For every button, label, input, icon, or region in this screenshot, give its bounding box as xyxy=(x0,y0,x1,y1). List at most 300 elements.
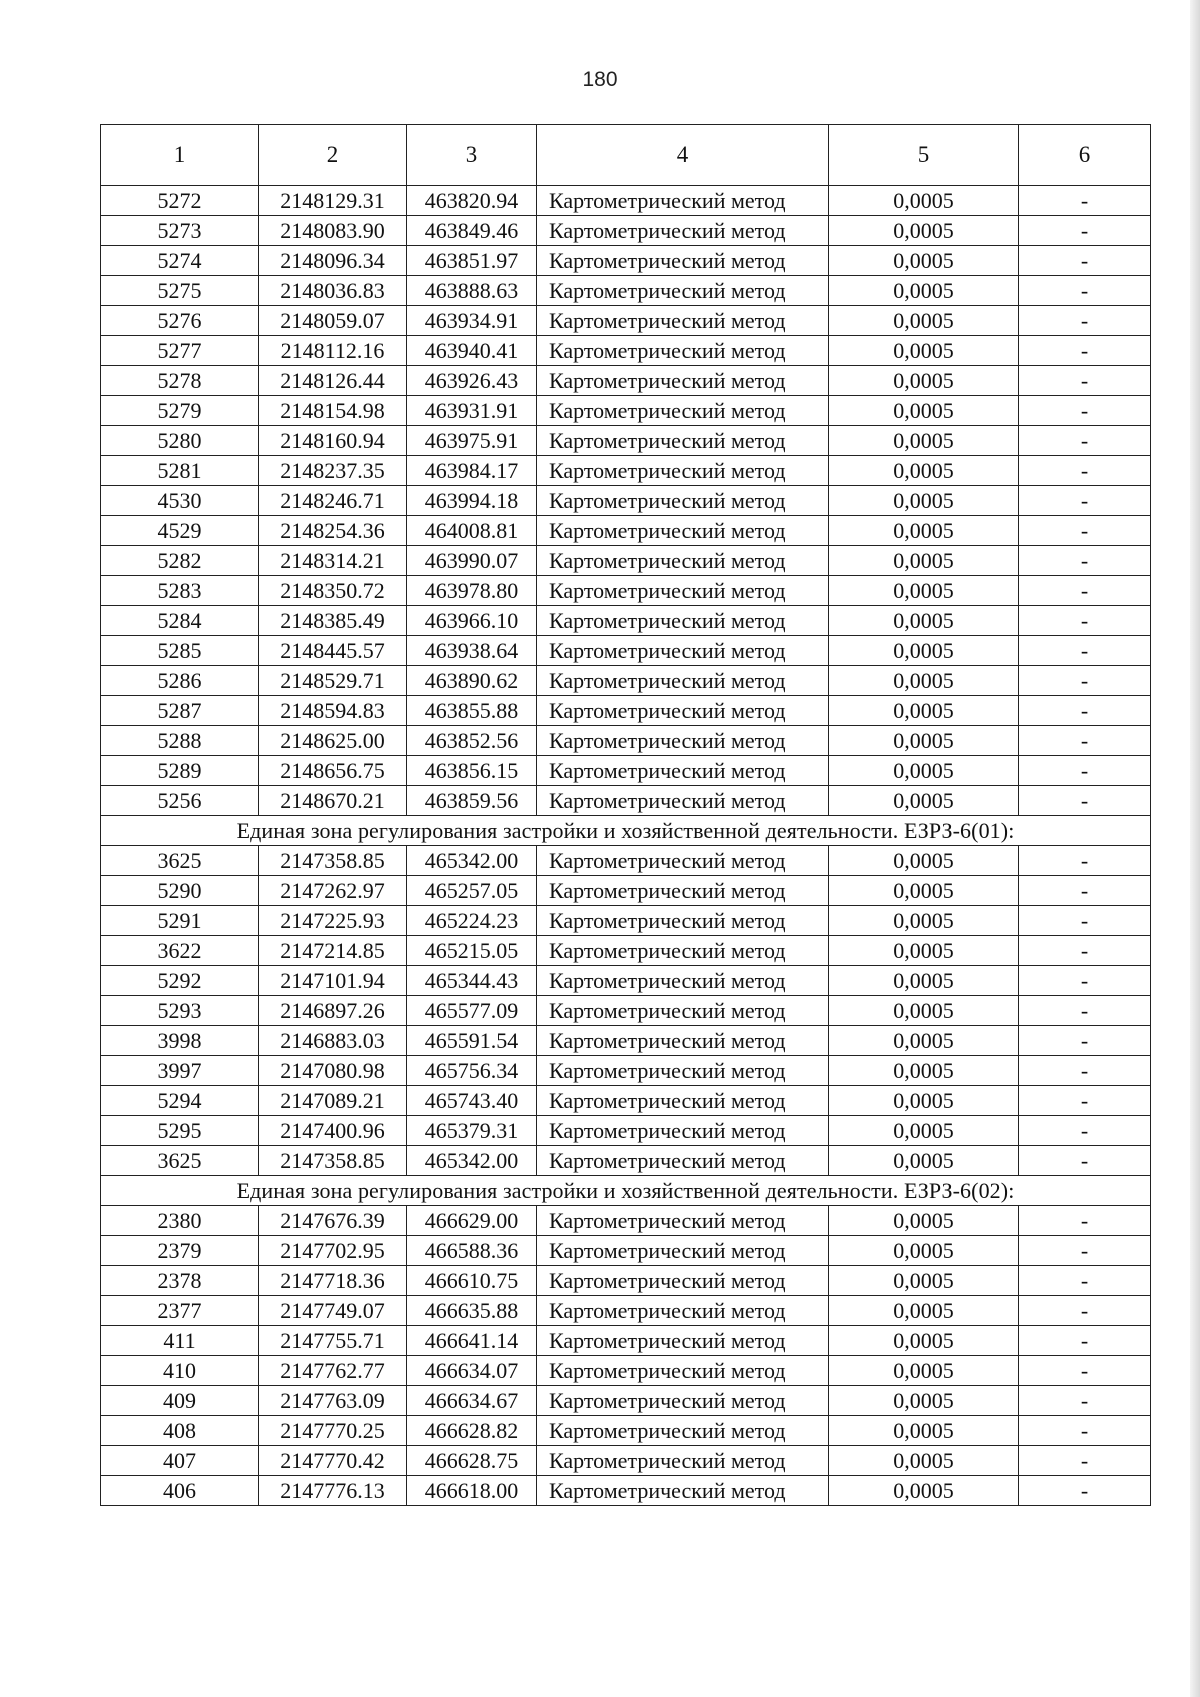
note-cell: - xyxy=(1019,456,1151,486)
note-cell: - xyxy=(1019,516,1151,546)
coord-y-cell: 465344.43 xyxy=(407,966,537,996)
coord-y-cell: 466628.75 xyxy=(407,1446,537,1476)
header-col-6: 6 xyxy=(1019,125,1151,186)
point-number-cell: 5285 xyxy=(101,636,259,666)
table-row xyxy=(101,1416,1151,1446)
table-row xyxy=(101,576,1151,606)
method-cell: Картометрический метод xyxy=(537,966,829,996)
section-title: Единая зона регулирования застройки и хозяйственной деятельности. ЕЗРЗ-6(02): xyxy=(101,1176,1151,1206)
header-col-3: 3 xyxy=(407,125,537,186)
method-cell: Картометрический метод xyxy=(537,1086,829,1116)
coord-y-cell: 463820.94 xyxy=(407,186,537,216)
accuracy-cell: 0,0005 xyxy=(829,486,1019,516)
coord-y-cell: 463859.56 xyxy=(407,786,537,816)
accuracy-cell: 0,0005 xyxy=(829,426,1019,456)
note-cell: - xyxy=(1019,966,1151,996)
accuracy-cell: 0,0005 xyxy=(829,696,1019,726)
coord-x-cell: 2148096.34 xyxy=(259,246,407,276)
method-cell: Картометрический метод xyxy=(537,1056,829,1086)
coord-x-cell: 2147080.98 xyxy=(259,1056,407,1086)
method-cell: Картометрический метод xyxy=(537,396,829,426)
note-cell: - xyxy=(1019,1236,1151,1266)
point-number-cell: 408 xyxy=(101,1416,259,1446)
accuracy-cell: 0,0005 xyxy=(829,546,1019,576)
accuracy-cell: 0,0005 xyxy=(829,606,1019,636)
point-number-cell: 2378 xyxy=(101,1266,259,1296)
accuracy-cell: 0,0005 xyxy=(829,246,1019,276)
header-col-5: 5 xyxy=(829,125,1019,186)
point-number-cell: 5291 xyxy=(101,906,259,936)
accuracy-cell: 0,0005 xyxy=(829,936,1019,966)
table-row xyxy=(101,486,1151,516)
accuracy-cell: 0,0005 xyxy=(829,1086,1019,1116)
table-row xyxy=(101,696,1151,726)
method-cell: Картометрический метод xyxy=(537,636,829,666)
accuracy-cell: 0,0005 xyxy=(829,966,1019,996)
point-number-cell: 5294 xyxy=(101,1086,259,1116)
coord-x-cell: 2146883.03 xyxy=(259,1026,407,1056)
coord-y-cell: 463994.18 xyxy=(407,486,537,516)
note-cell: - xyxy=(1019,1386,1151,1416)
coord-x-cell: 2146897.26 xyxy=(259,996,407,1026)
accuracy-cell: 0,0005 xyxy=(829,456,1019,486)
coord-x-cell: 2148126.44 xyxy=(259,366,407,396)
coord-y-cell: 464008.81 xyxy=(407,516,537,546)
table-row xyxy=(101,1236,1151,1266)
coord-y-cell: 466618.00 xyxy=(407,1476,537,1506)
table-row xyxy=(101,1326,1151,1356)
method-cell: Картометрический метод xyxy=(537,276,829,306)
table-row xyxy=(101,1146,1151,1176)
table-row xyxy=(101,1296,1151,1326)
method-cell: Картометрический метод xyxy=(537,1416,829,1446)
accuracy-cell: 0,0005 xyxy=(829,756,1019,786)
accuracy-cell: 0,0005 xyxy=(829,396,1019,426)
table-row xyxy=(101,396,1151,426)
point-number-cell: 2377 xyxy=(101,1296,259,1326)
coord-x-cell: 2148625.00 xyxy=(259,726,407,756)
accuracy-cell: 0,0005 xyxy=(829,1476,1019,1506)
coord-y-cell: 465577.09 xyxy=(407,996,537,1026)
coord-y-cell: 463940.41 xyxy=(407,336,537,366)
note-cell: - xyxy=(1019,306,1151,336)
table-row xyxy=(101,1086,1151,1116)
table-row xyxy=(101,906,1151,936)
table-row xyxy=(101,1386,1151,1416)
accuracy-cell: 0,0005 xyxy=(829,1026,1019,1056)
point-number-cell: 5281 xyxy=(101,456,259,486)
point-number-cell: 5288 xyxy=(101,726,259,756)
note-cell: - xyxy=(1019,246,1151,276)
point-number-cell: 5277 xyxy=(101,336,259,366)
note-cell: - xyxy=(1019,636,1151,666)
note-cell: - xyxy=(1019,1026,1151,1056)
point-number-cell: 5282 xyxy=(101,546,259,576)
note-cell: - xyxy=(1019,876,1151,906)
coord-x-cell: 2147676.39 xyxy=(259,1206,407,1236)
coord-y-cell: 463978.80 xyxy=(407,576,537,606)
coord-y-cell: 465215.05 xyxy=(407,936,537,966)
note-cell: - xyxy=(1019,486,1151,516)
coord-y-cell: 465224.23 xyxy=(407,906,537,936)
table-row xyxy=(101,1476,1151,1506)
coord-y-cell: 463975.91 xyxy=(407,426,537,456)
coord-y-cell: 465743.40 xyxy=(407,1086,537,1116)
table-row xyxy=(101,306,1151,336)
coord-x-cell: 2147214.85 xyxy=(259,936,407,966)
coord-x-cell: 2148314.21 xyxy=(259,546,407,576)
point-number-cell: 3998 xyxy=(101,1026,259,1056)
coord-x-cell: 2147755.71 xyxy=(259,1326,407,1356)
accuracy-cell: 0,0005 xyxy=(829,876,1019,906)
point-number-cell: 409 xyxy=(101,1386,259,1416)
coord-y-cell: 463984.17 xyxy=(407,456,537,486)
table-row xyxy=(101,1116,1151,1146)
coord-x-cell: 2148129.31 xyxy=(259,186,407,216)
point-number-cell: 5279 xyxy=(101,396,259,426)
method-cell: Картометрический метод xyxy=(537,846,829,876)
section-title: Единая зона регулирования застройки и хозяйственной деятельности. ЕЗРЗ-6(01): xyxy=(101,816,1151,846)
accuracy-cell: 0,0005 xyxy=(829,726,1019,756)
coord-x-cell: 2148385.49 xyxy=(259,606,407,636)
coord-x-cell: 2148237.35 xyxy=(259,456,407,486)
note-cell: - xyxy=(1019,1296,1151,1326)
coord-y-cell: 463966.10 xyxy=(407,606,537,636)
coord-x-cell: 2148656.75 xyxy=(259,756,407,786)
scan-edge-strip xyxy=(1190,0,1200,1697)
note-cell: - xyxy=(1019,996,1151,1026)
point-number-cell: 5275 xyxy=(101,276,259,306)
point-number-cell: 5295 xyxy=(101,1116,259,1146)
table-row xyxy=(101,1206,1151,1236)
method-cell: Картометрический метод xyxy=(537,996,829,1026)
point-number-cell: 5274 xyxy=(101,246,259,276)
accuracy-cell: 0,0005 xyxy=(829,996,1019,1026)
point-number-cell: 5293 xyxy=(101,996,259,1026)
point-number-cell: 5290 xyxy=(101,876,259,906)
note-cell: - xyxy=(1019,336,1151,366)
method-cell: Картометрический метод xyxy=(537,1026,829,1056)
point-number-cell: 3625 xyxy=(101,1146,259,1176)
accuracy-cell: 0,0005 xyxy=(829,516,1019,546)
point-number-cell: 406 xyxy=(101,1476,259,1506)
table-row xyxy=(101,606,1151,636)
accuracy-cell: 0,0005 xyxy=(829,1266,1019,1296)
accuracy-cell: 0,0005 xyxy=(829,276,1019,306)
table-row xyxy=(101,786,1151,816)
note-cell: - xyxy=(1019,786,1151,816)
table-row xyxy=(101,996,1151,1026)
point-number-cell: 5278 xyxy=(101,366,259,396)
coord-x-cell: 2147225.93 xyxy=(259,906,407,936)
coord-y-cell: 463931.91 xyxy=(407,396,537,426)
section-title-row xyxy=(101,816,1151,846)
table-row xyxy=(101,456,1151,486)
note-cell: - xyxy=(1019,1446,1151,1476)
coord-x-cell: 2147762.77 xyxy=(259,1356,407,1386)
page-number: 180 xyxy=(582,68,618,91)
point-number-cell: 2379 xyxy=(101,1236,259,1266)
coord-y-cell: 463888.63 xyxy=(407,276,537,306)
point-number-cell: 5273 xyxy=(101,216,259,246)
note-cell: - xyxy=(1019,396,1151,426)
note-cell: - xyxy=(1019,606,1151,636)
accuracy-cell: 0,0005 xyxy=(829,366,1019,396)
note-cell: - xyxy=(1019,906,1151,936)
table-row xyxy=(101,636,1151,666)
section-title-row xyxy=(101,1176,1151,1206)
method-cell: Картометрический метод xyxy=(537,1296,829,1326)
note-cell: - xyxy=(1019,1416,1151,1446)
note-cell: - xyxy=(1019,546,1151,576)
note-cell: - xyxy=(1019,726,1151,756)
table-row xyxy=(101,936,1151,966)
method-cell: Картометрический метод xyxy=(537,696,829,726)
table-row xyxy=(101,246,1151,276)
method-cell: Картометрический метод xyxy=(537,1146,829,1176)
method-cell: Картометрический метод xyxy=(537,336,829,366)
coord-y-cell: 466588.36 xyxy=(407,1236,537,1266)
coord-y-cell: 465342.00 xyxy=(407,846,537,876)
accuracy-cell: 0,0005 xyxy=(829,1146,1019,1176)
note-cell: - xyxy=(1019,666,1151,696)
coord-x-cell: 2148254.36 xyxy=(259,516,407,546)
note-cell: - xyxy=(1019,576,1151,606)
note-cell: - xyxy=(1019,696,1151,726)
point-number-cell: 3622 xyxy=(101,936,259,966)
note-cell: - xyxy=(1019,756,1151,786)
coordinates-table xyxy=(100,124,1151,1506)
accuracy-cell: 0,0005 xyxy=(829,1446,1019,1476)
table-row xyxy=(101,846,1151,876)
accuracy-cell: 0,0005 xyxy=(829,306,1019,336)
table-row xyxy=(101,546,1151,576)
coord-y-cell: 463926.43 xyxy=(407,366,537,396)
coord-y-cell: 466634.67 xyxy=(407,1386,537,1416)
point-number-cell: 407 xyxy=(101,1446,259,1476)
note-cell: - xyxy=(1019,846,1151,876)
table-row xyxy=(101,336,1151,366)
coord-y-cell: 465756.34 xyxy=(407,1056,537,1086)
coord-y-cell: 463851.97 xyxy=(407,246,537,276)
point-number-cell: 5280 xyxy=(101,426,259,456)
header-col-1: 1 xyxy=(101,125,259,186)
coord-y-cell: 466610.75 xyxy=(407,1266,537,1296)
table-row xyxy=(101,1056,1151,1086)
method-cell: Картометрический метод xyxy=(537,906,829,936)
table-row xyxy=(101,876,1151,906)
point-number-cell: 5276 xyxy=(101,306,259,336)
accuracy-cell: 0,0005 xyxy=(829,1326,1019,1356)
coord-x-cell: 2147089.21 xyxy=(259,1086,407,1116)
coord-y-cell: 463934.91 xyxy=(407,306,537,336)
note-cell: - xyxy=(1019,1356,1151,1386)
note-cell: - xyxy=(1019,1086,1151,1116)
coord-y-cell: 463890.62 xyxy=(407,666,537,696)
coord-x-cell: 2148036.83 xyxy=(259,276,407,306)
table-row xyxy=(101,276,1151,306)
table-header xyxy=(101,125,1151,186)
method-cell: Картометрический метод xyxy=(537,366,829,396)
method-cell: Картометрический метод xyxy=(537,1356,829,1386)
coord-y-cell: 465342.00 xyxy=(407,1146,537,1176)
accuracy-cell: 0,0005 xyxy=(829,1386,1019,1416)
method-cell: Картометрический метод xyxy=(537,576,829,606)
method-cell: Картометрический метод xyxy=(537,606,829,636)
coord-y-cell: 465379.31 xyxy=(407,1116,537,1146)
table-row xyxy=(101,186,1151,216)
coord-y-cell: 466628.82 xyxy=(407,1416,537,1446)
point-number-cell: 5272 xyxy=(101,186,259,216)
point-number-cell: 3625 xyxy=(101,846,259,876)
coord-x-cell: 2148594.83 xyxy=(259,696,407,726)
method-cell: Картометрический метод xyxy=(537,486,829,516)
method-cell: Картометрический метод xyxy=(537,516,829,546)
coord-x-cell: 2147358.85 xyxy=(259,1146,407,1176)
method-cell: Картометрический метод xyxy=(537,1446,829,1476)
point-number-cell: 410 xyxy=(101,1356,259,1386)
coord-x-cell: 2147101.94 xyxy=(259,966,407,996)
coord-x-cell: 2148246.71 xyxy=(259,486,407,516)
method-cell: Картометрический метод xyxy=(537,306,829,336)
coord-y-cell: 463856.15 xyxy=(407,756,537,786)
coord-y-cell: 465257.05 xyxy=(407,876,537,906)
accuracy-cell: 0,0005 xyxy=(829,1116,1019,1146)
note-cell: - xyxy=(1019,366,1151,396)
coord-y-cell: 466641.14 xyxy=(407,1326,537,1356)
table-row xyxy=(101,366,1151,396)
accuracy-cell: 0,0005 xyxy=(829,1416,1019,1446)
coord-x-cell: 2148445.57 xyxy=(259,636,407,666)
accuracy-cell: 0,0005 xyxy=(829,1296,1019,1326)
coord-y-cell: 466634.07 xyxy=(407,1356,537,1386)
accuracy-cell: 0,0005 xyxy=(829,1236,1019,1266)
coord-y-cell: 466635.88 xyxy=(407,1296,537,1326)
point-number-cell: 411 xyxy=(101,1326,259,1356)
coord-x-cell: 2148083.90 xyxy=(259,216,407,246)
table-row xyxy=(101,1356,1151,1386)
method-cell: Картометрический метод xyxy=(537,1116,829,1146)
table-row xyxy=(101,726,1151,756)
accuracy-cell: 0,0005 xyxy=(829,666,1019,696)
table-row xyxy=(101,426,1151,456)
point-number-cell: 5256 xyxy=(101,786,259,816)
coord-y-cell: 463855.88 xyxy=(407,696,537,726)
accuracy-cell: 0,0005 xyxy=(829,1056,1019,1086)
coord-x-cell: 2147770.42 xyxy=(259,1446,407,1476)
note-cell: - xyxy=(1019,186,1151,216)
note-cell: - xyxy=(1019,1056,1151,1086)
note-cell: - xyxy=(1019,936,1151,966)
coord-x-cell: 2147358.85 xyxy=(259,846,407,876)
method-cell: Картометрический метод xyxy=(537,186,829,216)
point-number-cell: 3997 xyxy=(101,1056,259,1086)
method-cell: Картометрический метод xyxy=(537,726,829,756)
accuracy-cell: 0,0005 xyxy=(829,636,1019,666)
coord-x-cell: 2148112.16 xyxy=(259,336,407,366)
point-number-cell: 4530 xyxy=(101,486,259,516)
accuracy-cell: 0,0005 xyxy=(829,1356,1019,1386)
method-cell: Картометрический метод xyxy=(537,1386,829,1416)
table-row xyxy=(101,1446,1151,1476)
point-number-cell: 2380 xyxy=(101,1206,259,1236)
method-cell: Картометрический метод xyxy=(537,456,829,486)
coord-x-cell: 2147262.97 xyxy=(259,876,407,906)
coord-x-cell: 2147749.07 xyxy=(259,1296,407,1326)
point-number-cell: 4529 xyxy=(101,516,259,546)
accuracy-cell: 0,0005 xyxy=(829,336,1019,366)
point-number-cell: 5283 xyxy=(101,576,259,606)
note-cell: - xyxy=(1019,1476,1151,1506)
coord-x-cell: 2148160.94 xyxy=(259,426,407,456)
method-cell: Картометрический метод xyxy=(537,1206,829,1236)
accuracy-cell: 0,0005 xyxy=(829,1206,1019,1236)
note-cell: - xyxy=(1019,1206,1151,1236)
note-cell: - xyxy=(1019,1266,1151,1296)
accuracy-cell: 0,0005 xyxy=(829,846,1019,876)
method-cell: Картометрический метод xyxy=(537,1476,829,1506)
accuracy-cell: 0,0005 xyxy=(829,786,1019,816)
coord-y-cell: 463849.46 xyxy=(407,216,537,246)
method-cell: Картометрический метод xyxy=(537,216,829,246)
coord-x-cell: 2147763.09 xyxy=(259,1386,407,1416)
header-col-4: 4 xyxy=(537,125,829,186)
method-cell: Картометрический метод xyxy=(537,666,829,696)
point-number-cell: 5287 xyxy=(101,696,259,726)
coord-x-cell: 2147702.95 xyxy=(259,1236,407,1266)
method-cell: Картометрический метод xyxy=(537,936,829,966)
header-row xyxy=(101,125,1151,186)
point-number-cell: 5292 xyxy=(101,966,259,996)
coord-x-cell: 2148059.07 xyxy=(259,306,407,336)
accuracy-cell: 0,0005 xyxy=(829,906,1019,936)
table-row xyxy=(101,516,1151,546)
method-cell: Картометрический метод xyxy=(537,1266,829,1296)
coord-x-cell: 2148670.21 xyxy=(259,786,407,816)
method-cell: Картометрический метод xyxy=(537,426,829,456)
note-cell: - xyxy=(1019,1326,1151,1356)
point-number-cell: 5289 xyxy=(101,756,259,786)
method-cell: Картометрический метод xyxy=(537,756,829,786)
method-cell: Картометрический метод xyxy=(537,1326,829,1356)
method-cell: Картометрический метод xyxy=(537,546,829,576)
table-row xyxy=(101,216,1151,246)
coord-x-cell: 2148529.71 xyxy=(259,666,407,696)
table-body xyxy=(101,186,1151,1506)
coord-x-cell: 2147776.13 xyxy=(259,1476,407,1506)
coord-x-cell: 2148350.72 xyxy=(259,576,407,606)
method-cell: Картометрический метод xyxy=(537,876,829,906)
table-row xyxy=(101,966,1151,996)
note-cell: - xyxy=(1019,216,1151,246)
coord-y-cell: 463852.56 xyxy=(407,726,537,756)
note-cell: - xyxy=(1019,276,1151,306)
point-number-cell: 5286 xyxy=(101,666,259,696)
note-cell: - xyxy=(1019,1146,1151,1176)
header-col-2: 2 xyxy=(259,125,407,186)
table-row xyxy=(101,666,1151,696)
coord-y-cell: 463938.64 xyxy=(407,636,537,666)
point-number-cell: 5284 xyxy=(101,606,259,636)
method-cell: Картометрический метод xyxy=(537,786,829,816)
coord-x-cell: 2147770.25 xyxy=(259,1416,407,1446)
method-cell: Картометрический метод xyxy=(537,1236,829,1266)
coord-x-cell: 2148154.98 xyxy=(259,396,407,426)
method-cell: Картометрический метод xyxy=(537,246,829,276)
coord-y-cell: 463990.07 xyxy=(407,546,537,576)
coord-x-cell: 2147400.96 xyxy=(259,1116,407,1146)
coord-x-cell: 2147718.36 xyxy=(259,1266,407,1296)
